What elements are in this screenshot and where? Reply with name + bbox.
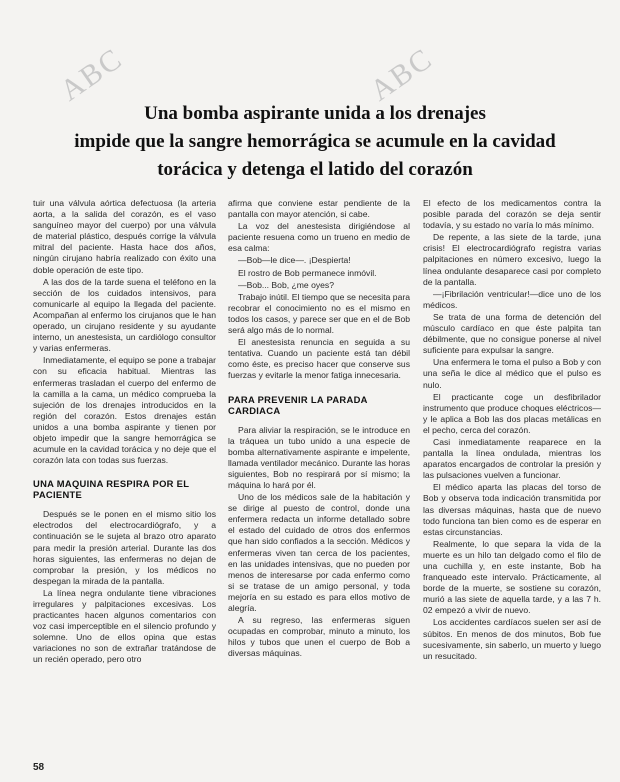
paragraph: Después se le ponen en el mismo sitio los electrodos del electrocardiógrafo, y a continuación se le sujeta al brazo otro aparato para medir la presión arterial. Durante las dos horas siguientes, las enfermeras no dejan de comprobar la presión, y los médicos no despegan la mirada de la pantalla. [33,509,216,586]
paragraph: —Bob... Bob, ¿me oyes? [238,279,335,290]
subheading: UNA MAQUINA RESPIRA POR EL PACIENTE [33,478,190,501]
paragraph: El rostro de Bob permanece inmóvil. [238,267,377,278]
headline-line-1: Una bomba aspirante unida a los drenajes [144,103,486,124]
paragraph: tuir una válvula aórtica defectuosa (la arteria aorta, a la salida del corazón, es el vaso sanguíneo mayor del cuerpo) por una válvula de material plástico, después corrige la válvula mitral del paciente. Hasta hace dos años, ningún cirujano habría realizado con éxito una doble operación de este tipo. [33,198,216,275]
paragraph: El efecto de los medicamentos contra la posible parada del corazón se deja sentir todavía, y su estado no varía lo más mínimo. [423,198,601,231]
paragraph: El practicante coge un desfibrilador instrumento que produce choques eléctricos— y le aplica a Bob las dos placas metálicas en el pecho, cerca del corazón. [423,391,601,435]
paragraph: A las dos de la tarde suena el teléfono en la sección de los cuidados intensivos, para comunicarle al equipo la llegada del paciente. Acompañan al enfermo los cirujanos que le han operado, un cirujano residente y su ayudante interno, un anestesista, un cardiólogo consultor y varias enfermeras. [33,276,216,354]
paragraph: Los accidentes cardíacos suelen ser así de súbitos. En menos de dos minutos, Bob fue sucesivamente, sin saberlo, un muerto y luego un resucitado. [423,617,601,661]
page-number: 58 [33,762,45,773]
paragraph: El médico aparta las placas del torso de Bob y observa toda indicación transmitida por las diversas máquinas, hasta que de nuevo todo funciona tan bien como es de esperar en estas circunstancias. [423,482,601,537]
paragraph: Para aliviar la respiración, se le introduce en la tráquea un tubo unido a una especie de bomba alternativamente aspirante e impelente, llamada ventilador mecánico. Durante las horas siguientes, Bob no respirará por sí mismo; la máquina lo hará por él. [228,424,410,490]
paragraph: Una enfermera le toma el pulso a Bob y con una seña le dice al médico que el pulso es nulo. [423,357,601,390]
paragraph: La línea negra ondulante tiene vibraciones irregulares y palpitaciones excesivas. Los practicantes hacen algunos comentarios con voz casi imperceptible en el silencio profundo y solemne. Uno de ellos opina que estas variaciones no son de extrañar tratándose de un recién operado, pero otro [33,587,216,665]
paragraph: El anestesista renuncia en seguida a su tentativa. Cuando un paciente está tan débil como éste, es preciso hacer que conserve sus fuerzas y evitarle la menor fatiga innecesaria. [228,337,410,381]
headline-line-3: torácica y detenga el latido del corazón [157,159,473,180]
watermark-abc-left: ABC [54,41,129,108]
paragraph: —Bob—le dice—. ¡Despierta! [238,255,351,266]
paragraph: De repente, a las siete de la tarde, ¡una crisis! El electrocardiógrafo registra varias palpitaciones en número excesivo, luego la línea ondulante desaparece casi por completo de la pantalla. [423,232,601,287]
paragraph: La voz del anestesista dirigiéndose al paciente resuena como un trueno en medio de esa calma: [228,221,410,254]
article-headline [60,100,570,184]
headline-line-2: impide que la sangre hemorrágica se acumule en la cavidad [74,131,556,152]
paragraph: Casi inmediatamente reaparece en la pantalla la línea ondulada, mientras los aparatos encargados de controlar la presión y las pulsaciones vuelven a funcionar. [423,436,601,481]
text-column-1 [33,198,216,667]
paragraph: afirma que conviene estar pendiente de la pantalla con mayor atención, si cabe. [228,198,410,220]
paragraph: Trabajo inútil. El tiempo que se necesita para recobrar el conocimiento no es el mismo en todos los casos, y parece ser que en el de Bob será algo más de lo normal. [228,291,410,336]
watermark-abc-right: ABC [364,41,439,108]
paragraph: Se trata de una forma de detención del músculo cardíaco en que éste palpita tan débilmente, que no consigue ponerse al nivel suficiente para expulsar la sangre. [423,311,601,356]
text-column-3 [423,198,601,663]
paragraph: A su regreso, las enfermeras siguen ocupadas en comprobar, minuto a minuto, los hilos y tubos que unen el cuerpo de Bob a diversas máquinas. [228,615,410,659]
paragraph: Realmente, lo que separa la vida de la muerte es un hilo tan delgado como el filo de una cuchilla y, en este instante, Bob ha franqueado este intervalo. Prácticamente, al borde de la muerte, se sostiene su corazón, murió a las siete de aquella tarde, y a las 7 h. 02 empezó a vivir de nuevo. [423,538,601,616]
text-column-2 [228,198,410,660]
paragraph: Uno de los médicos sale de la habitación y se dirige al puesto de control, donde una enfermera redacta un informe detallado sobre el estado del cuidado de otros dos enfermos que han sido confiados a la sección. Médicos y enfermeras viven tan cerca de los pacientes, en las unidades intensivas, que no pueden por menos de interesarse por cada enfermo como si se tratase de un amigo personal, y toda mejoría en su estado es para ellos motivo de alegría. [228,492,410,613]
paragraph: —¡Fibrilación ventricular!—dice uno de los médicos. [423,288,601,310]
paragraph: Inmediatamente, el equipo se pone a trabajar con su eficacia habitual. Mientras las enfermeras trasladan el cuerpo del enfermo de la camilla a la cama, un médico comprueba la sujeción de los drenajes introducidos en la región del corazón. Estos drenajes están unidos a una bomba aspirante y tienen por objeto impedir que la sangre hemorrágica se acumule en la cavidad torácica y no deje que el corazón lata con todas sus fuerzas. [33,355,216,466]
subheading: PARA PREVENIR LA PARADA CARDIACA [228,393,368,416]
